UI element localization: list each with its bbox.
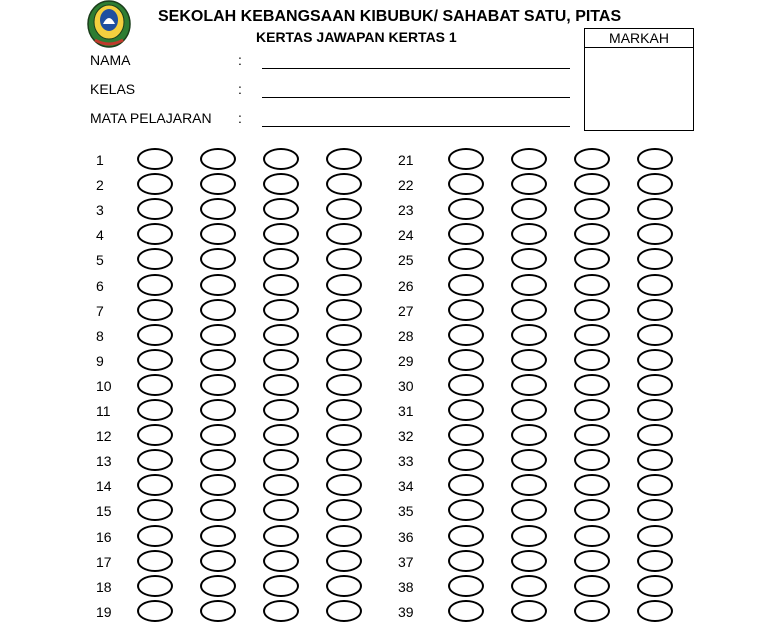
answer-bubble[interactable] <box>137 299 173 321</box>
question-number: 7 <box>96 302 104 319</box>
answer-bubble[interactable] <box>574 399 610 421</box>
question-row <box>398 499 700 525</box>
answer-bubble[interactable] <box>263 399 299 421</box>
answer-bubble[interactable] <box>511 248 547 270</box>
question-number: 23 <box>398 202 414 219</box>
question-row <box>398 449 700 475</box>
question-row <box>96 349 389 375</box>
answer-bubble[interactable] <box>263 424 299 446</box>
answer-bubble[interactable] <box>263 223 299 245</box>
answer-bubble[interactable] <box>200 550 236 572</box>
answer-bubble[interactable] <box>137 600 173 622</box>
answer-bubble[interactable] <box>448 173 484 195</box>
answer-bubble[interactable] <box>263 274 299 296</box>
question-number: 38 <box>398 578 414 595</box>
answer-bubble[interactable] <box>200 299 236 321</box>
answer-bubble[interactable] <box>448 474 484 496</box>
answer-bubble[interactable] <box>637 399 673 421</box>
question-number: 39 <box>398 603 414 620</box>
question-number: 25 <box>398 252 414 269</box>
name-label: NAMA <box>90 52 131 68</box>
subject-line[interactable] <box>262 126 570 127</box>
answer-bubble[interactable] <box>574 424 610 446</box>
answer-bubble[interactable] <box>263 525 299 547</box>
answer-bubble[interactable] <box>511 173 547 195</box>
answer-bubble[interactable] <box>574 499 610 521</box>
answer-bubble[interactable] <box>200 223 236 245</box>
question-number: 6 <box>96 277 104 294</box>
answer-bubble[interactable] <box>263 349 299 371</box>
answer-bubble[interactable] <box>574 600 610 622</box>
class-field <box>90 81 580 101</box>
question-row <box>398 173 700 199</box>
answer-bubble[interactable] <box>200 173 236 195</box>
question-number: 36 <box>398 528 414 545</box>
answer-bubble[interactable] <box>637 248 673 270</box>
answer-bubble[interactable] <box>574 449 610 471</box>
answer-bubble[interactable] <box>137 223 173 245</box>
answer-bubble[interactable] <box>448 349 484 371</box>
question-number: 11 <box>96 403 111 419</box>
answer-bubble[interactable] <box>637 499 673 521</box>
answer-bubble[interactable] <box>574 575 610 597</box>
answer-bubble[interactable] <box>448 299 484 321</box>
answer-bubble[interactable] <box>511 550 547 572</box>
question-number: 14 <box>96 478 112 495</box>
answer-bubble[interactable] <box>448 550 484 572</box>
answer-bubble[interactable] <box>137 198 173 220</box>
question-row <box>96 148 389 174</box>
answer-bubble[interactable] <box>200 575 236 597</box>
answer-bubble[interactable] <box>511 349 547 371</box>
question-row <box>398 474 700 500</box>
question-row <box>398 274 700 300</box>
answer-bubble[interactable] <box>637 198 673 220</box>
answer-bubble[interactable] <box>448 499 484 521</box>
answer-bubble[interactable] <box>637 223 673 245</box>
answer-bubble[interactable] <box>511 499 547 521</box>
question-number: 26 <box>398 277 414 294</box>
answer-bubble[interactable] <box>263 550 299 572</box>
question-row <box>96 324 389 350</box>
class-line[interactable] <box>262 97 570 98</box>
question-row <box>398 525 700 551</box>
answer-bubble[interactable] <box>200 349 236 371</box>
question-row <box>96 474 389 500</box>
question-number: 29 <box>398 352 414 369</box>
question-row <box>96 248 389 274</box>
answer-bubble[interactable] <box>574 274 610 296</box>
answer-bubble[interactable] <box>511 299 547 321</box>
answer-bubble[interactable] <box>326 399 362 421</box>
answer-bubble[interactable] <box>574 198 610 220</box>
answer-bubble[interactable] <box>326 248 362 270</box>
question-number: 15 <box>96 503 112 520</box>
answer-bubble[interactable] <box>511 525 547 547</box>
answer-bubble[interactable] <box>326 274 362 296</box>
answer-bubble[interactable] <box>637 299 673 321</box>
answer-bubble[interactable] <box>326 223 362 245</box>
answer-bubble[interactable] <box>326 299 362 321</box>
question-row <box>398 600 700 626</box>
answer-bubble[interactable] <box>326 499 362 521</box>
answer-bubble[interactable] <box>637 349 673 371</box>
answer-bubble[interactable] <box>574 525 610 547</box>
question-number: 31 <box>398 403 414 419</box>
answer-bubble[interactable] <box>263 299 299 321</box>
answer-bubble[interactable] <box>263 575 299 597</box>
question-number: 30 <box>398 377 414 394</box>
question-number: 2 <box>96 177 104 194</box>
answer-bubble[interactable] <box>326 474 362 496</box>
question-number: 8 <box>96 327 104 344</box>
answer-bubble[interactable] <box>137 274 173 296</box>
question-number: 18 <box>96 578 112 595</box>
question-number: 16 <box>96 528 112 545</box>
answer-bubble[interactable] <box>137 449 173 471</box>
question-row <box>398 399 700 425</box>
marks-label: MARKAH <box>585 29 693 48</box>
answer-bubble[interactable] <box>637 424 673 446</box>
question-row <box>398 223 700 249</box>
question-number: 34 <box>398 478 414 495</box>
answer-bubble[interactable] <box>137 550 173 572</box>
answer-bubble[interactable] <box>574 324 610 346</box>
question-number: 21 <box>398 152 414 168</box>
question-row <box>96 274 389 300</box>
answer-bubble[interactable] <box>326 600 362 622</box>
question-row <box>398 148 700 174</box>
question-row <box>96 399 389 425</box>
answer-bubble[interactable] <box>137 474 173 496</box>
answer-bubble[interactable] <box>200 374 236 396</box>
answer-bubble[interactable] <box>200 474 236 496</box>
answer-bubble[interactable] <box>637 449 673 471</box>
answer-bubble[interactable] <box>137 399 173 421</box>
class-colon: : <box>238 81 242 97</box>
answer-bubble[interactable] <box>511 148 547 170</box>
answer-bubble[interactable] <box>326 148 362 170</box>
answer-bubble[interactable] <box>326 575 362 597</box>
answer-bubble[interactable] <box>448 424 484 446</box>
question-number: 12 <box>96 428 112 445</box>
answer-bubble[interactable] <box>448 575 484 597</box>
answer-bubble[interactable] <box>137 173 173 195</box>
answer-bubble[interactable] <box>263 173 299 195</box>
question-row <box>96 198 389 224</box>
answer-bubble[interactable] <box>137 525 173 547</box>
question-number: 4 <box>96 227 104 244</box>
marks-box <box>584 28 694 131</box>
answer-bubble[interactable] <box>326 349 362 371</box>
question-row <box>96 223 389 249</box>
answer-bubble[interactable] <box>637 575 673 597</box>
answer-bubble[interactable] <box>637 274 673 296</box>
answer-bubble[interactable] <box>137 324 173 346</box>
question-number: 10 <box>96 377 112 394</box>
question-number: 19 <box>96 603 112 620</box>
answer-bubble[interactable] <box>326 324 362 346</box>
answer-bubble[interactable] <box>511 198 547 220</box>
answer-bubble[interactable] <box>200 198 236 220</box>
answer-bubble[interactable] <box>448 600 484 622</box>
answer-bubble[interactable] <box>263 499 299 521</box>
question-number: 5 <box>96 252 104 269</box>
question-row <box>398 550 700 576</box>
answer-bubble[interactable] <box>263 374 299 396</box>
answer-bubble[interactable] <box>511 324 547 346</box>
answer-bubble[interactable] <box>574 474 610 496</box>
question-number: 22 <box>398 177 414 194</box>
answer-bubble[interactable] <box>200 399 236 421</box>
question-row <box>96 550 389 576</box>
answer-bubble[interactable] <box>263 449 299 471</box>
answer-bubble[interactable] <box>448 248 484 270</box>
question-number: 3 <box>96 202 104 219</box>
answer-sheet-title: KERTAS JAWAPAN KERTAS 1 <box>256 29 457 45</box>
answer-bubble[interactable] <box>448 223 484 245</box>
question-number: 24 <box>398 227 414 244</box>
answer-bubble[interactable] <box>200 600 236 622</box>
answer-bubble[interactable] <box>574 349 610 371</box>
answer-bubble[interactable] <box>200 324 236 346</box>
question-row <box>398 324 700 350</box>
answer-bubble[interactable] <box>137 499 173 521</box>
answer-bubble[interactable] <box>448 374 484 396</box>
question-number: 17 <box>96 553 112 570</box>
answer-bubble[interactable] <box>326 550 362 572</box>
answer-bubble[interactable] <box>448 148 484 170</box>
answer-bubble[interactable] <box>263 324 299 346</box>
question-number: 37 <box>398 553 414 570</box>
answer-bubble[interactable] <box>137 374 173 396</box>
question-row <box>398 299 700 325</box>
question-row <box>96 575 389 601</box>
question-row <box>398 374 700 400</box>
name-line[interactable] <box>262 68 570 69</box>
answer-bubble[interactable] <box>511 223 547 245</box>
answer-bubble[interactable] <box>448 525 484 547</box>
answer-bubble[interactable] <box>511 399 547 421</box>
answer-bubble[interactable] <box>137 248 173 270</box>
answer-bubble[interactable] <box>448 399 484 421</box>
answer-bubble[interactable] <box>326 449 362 471</box>
question-row <box>96 374 389 400</box>
question-row <box>96 299 389 325</box>
question-row <box>96 499 389 525</box>
answer-bubble[interactable] <box>511 575 547 597</box>
question-row <box>398 248 700 274</box>
question-row <box>398 198 700 224</box>
answer-bubble[interactable] <box>511 274 547 296</box>
answer-bubble[interactable] <box>574 299 610 321</box>
question-number: 13 <box>96 453 112 470</box>
answer-bubble[interactable] <box>574 248 610 270</box>
answer-bubble[interactable] <box>574 374 610 396</box>
answer-bubble[interactable] <box>511 424 547 446</box>
subject-colon: : <box>238 110 242 126</box>
answer-bubble[interactable] <box>326 374 362 396</box>
answer-bubble[interactable] <box>263 248 299 270</box>
answer-bubble[interactable] <box>326 173 362 195</box>
answer-bubble[interactable] <box>574 223 610 245</box>
answer-bubble[interactable] <box>200 525 236 547</box>
question-row <box>398 575 700 601</box>
name-colon: : <box>238 52 242 68</box>
question-number: 35 <box>398 503 414 520</box>
answer-bubble[interactable] <box>511 474 547 496</box>
question-row <box>96 449 389 475</box>
answer-bubble[interactable] <box>137 148 173 170</box>
question-number: 32 <box>398 428 414 445</box>
answer-bubble[interactable] <box>637 474 673 496</box>
answer-bubble[interactable] <box>263 474 299 496</box>
name-field <box>90 52 580 72</box>
question-row <box>398 349 700 375</box>
answer-bubble[interactable] <box>200 274 236 296</box>
question-number: 9 <box>96 352 104 369</box>
answer-bubble[interactable] <box>326 525 362 547</box>
answer-bubble[interactable] <box>511 449 547 471</box>
answer-bubble[interactable] <box>326 198 362 220</box>
question-row <box>398 424 700 450</box>
answer-bubble[interactable] <box>263 198 299 220</box>
question-number: 1 <box>96 152 104 168</box>
answer-bubble[interactable] <box>637 525 673 547</box>
answer-bubble[interactable] <box>637 600 673 622</box>
answer-bubble[interactable] <box>200 449 236 471</box>
class-label: KELAS <box>90 81 136 97</box>
answer-bubble[interactable] <box>574 173 610 195</box>
answer-bubble[interactable] <box>637 374 673 396</box>
answer-bubble[interactable] <box>511 374 547 396</box>
answer-bubble[interactable] <box>200 424 236 446</box>
answer-bubble[interactable] <box>511 600 547 622</box>
answer-bubble[interactable] <box>574 550 610 572</box>
answer-bubble[interactable] <box>637 173 673 195</box>
subject-label: MATA PELAJARAN <box>90 110 212 126</box>
answer-bubble[interactable] <box>637 324 673 346</box>
answer-bubble[interactable] <box>448 449 484 471</box>
question-row <box>96 525 389 551</box>
question-row <box>96 173 389 199</box>
answer-bubble[interactable] <box>200 248 236 270</box>
answer-bubble[interactable] <box>326 424 362 446</box>
question-number: 28 <box>398 327 414 344</box>
answer-bubble[interactable] <box>137 575 173 597</box>
answer-bubble[interactable] <box>637 550 673 572</box>
answer-bubble[interactable] <box>263 600 299 622</box>
answer-bubble[interactable] <box>137 424 173 446</box>
answer-bubble[interactable] <box>200 499 236 521</box>
answer-bubble[interactable] <box>200 148 236 170</box>
answer-bubble[interactable] <box>574 148 610 170</box>
subject-field <box>90 110 580 130</box>
question-row <box>96 600 389 626</box>
answer-bubble[interactable] <box>137 349 173 371</box>
question-number: 27 <box>398 302 414 319</box>
answer-bubble[interactable] <box>448 324 484 346</box>
answer-bubble[interactable] <box>448 198 484 220</box>
question-row <box>96 424 389 450</box>
answer-bubble[interactable] <box>637 148 673 170</box>
school-name-heading: SEKOLAH KEBANGSAAN KIBUBUK/ SAHABAT SATU, PITAS <box>158 8 622 25</box>
question-number: 33 <box>398 453 414 470</box>
answer-bubble[interactable] <box>448 274 484 296</box>
answer-bubble[interactable] <box>263 148 299 170</box>
school-crest-icon <box>85 0 133 48</box>
